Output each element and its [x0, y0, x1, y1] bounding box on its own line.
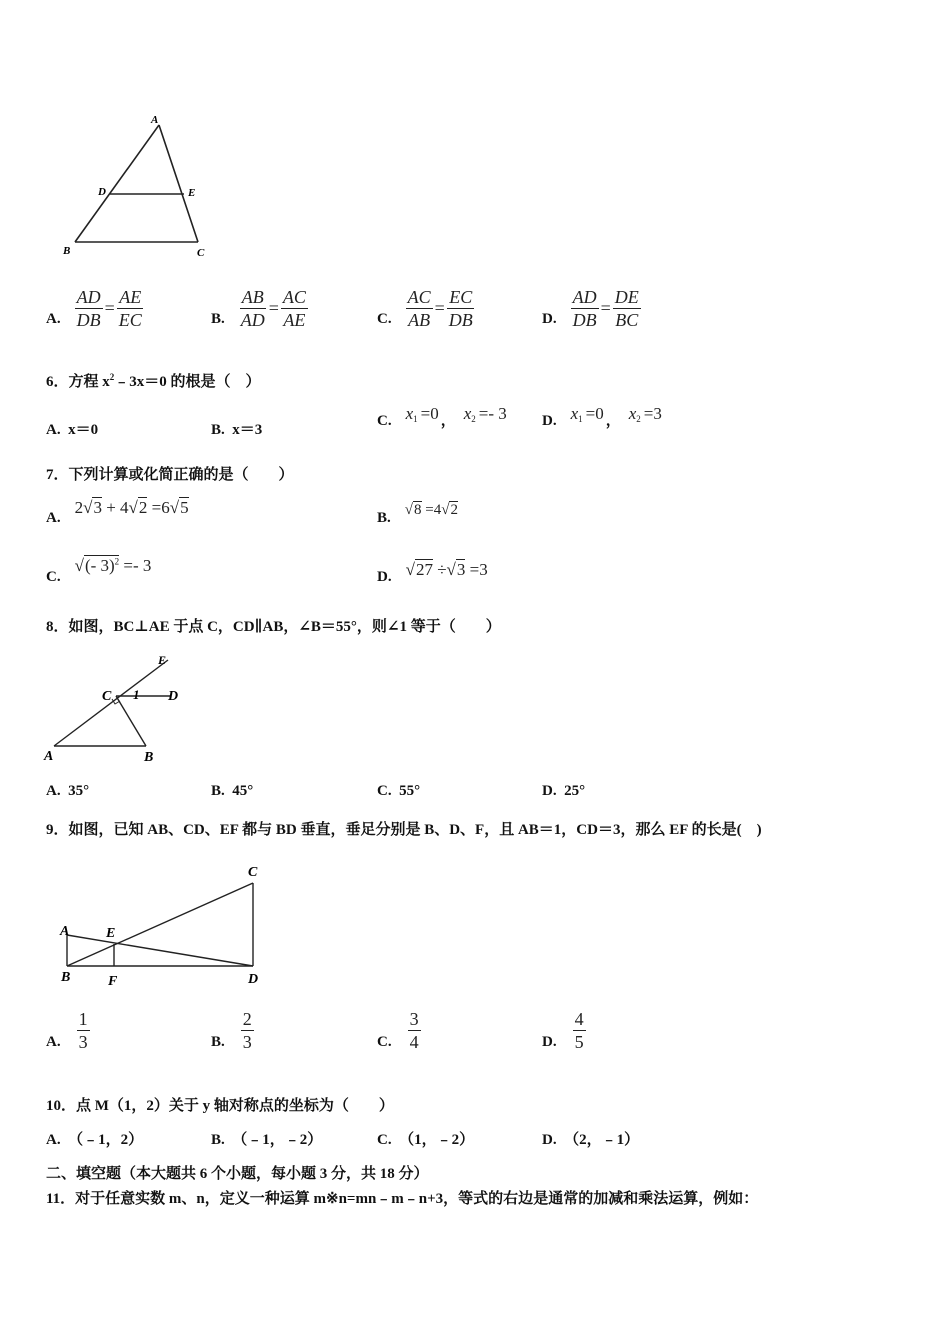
- q7-option-d[interactable]: D. √27 ÷√3 =3: [377, 560, 488, 585]
- q10-option-c[interactable]: C. （1，﹣2）: [377, 1132, 475, 1148]
- q7-option-c[interactable]: C. √(- 3)$^2$ =- 3: [46, 556, 152, 585]
- q7-option-b[interactable]: B. √8 =4√2: [377, 502, 458, 526]
- fraction: $\frac{3}{4}$: [409, 1009, 419, 1052]
- label-angle-1: 1: [133, 687, 140, 702]
- figure-q8: [40, 648, 200, 768]
- q9-option-b[interactable]: B. $\frac{2}{3}$: [211, 1009, 252, 1052]
- segment-ab: [75, 125, 159, 242]
- label-d: D: [248, 972, 259, 987]
- fraction: $\frac{AD}{DB}$: [76, 287, 101, 330]
- option-letter: A.: [46, 311, 61, 327]
- segment-ac: [159, 125, 198, 242]
- label-b: B: [63, 245, 71, 257]
- figure-q9: [50, 855, 280, 995]
- label-e: E: [106, 926, 116, 941]
- label-b: B: [61, 970, 71, 985]
- q8-stem: 8．如图，BC⊥AE 于点 C，CD∥AB，∠B＝55°，则∠1 等于（ ）: [46, 619, 501, 635]
- q9-stem: 9．如图，已知 AB、CD、EF 都与 BD 垂直，垂足分别是 B、D、F，且 AB＝1，CD＝3，那么 EF 的长是( ): [46, 822, 762, 838]
- q11-stem: 11．对于任意实数 m、n，定义一种运算 m※n=mn﹣m﹣n+3，等式的右边是通常的加减和乘法运算，例如：: [46, 1191, 759, 1207]
- q9-option-d[interactable]: D. $\frac{4}{5}$: [542, 1009, 584, 1052]
- q6-option-a[interactable]: A. x＝0: [46, 422, 99, 438]
- q6-stem: 6．方程 $x^2﹣3x=0$ 的根是（ ）: [46, 372, 261, 390]
- label-b: B: [144, 750, 154, 765]
- q6-option-b[interactable]: B. x＝3: [211, 422, 263, 438]
- label-a: A: [151, 114, 159, 126]
- label-c: C: [248, 865, 258, 880]
- section-2-heading: 二、填空题（本大题共 6 个小题，每小题 3 分，共 18 分）: [46, 1166, 429, 1182]
- label-e: E: [188, 187, 196, 199]
- q8-option-b[interactable]: B. 45°: [211, 783, 254, 799]
- q6-option-d[interactable]: D. x $_1$ =0 ， x $_2$ =3: [542, 404, 662, 429]
- q9-option-c[interactable]: C. $\frac{3}{4}$: [377, 1009, 419, 1052]
- option-letter: D.: [542, 311, 557, 327]
- fraction: $\frac{EC}{DB}$: [448, 287, 473, 330]
- figure-triangle-de-parallel-bc: [55, 110, 225, 265]
- q10-stem: 10．点 M（1，2）关于 y 轴对称点的坐标为（ ）: [46, 1098, 394, 1114]
- segment-ad: [67, 935, 253, 966]
- label-f: F: [108, 974, 118, 989]
- option-letter: B.: [211, 311, 225, 327]
- q5-option-c[interactable]: C. $\frac{AC}{AB}$ = $\frac{EC}{DB}$: [377, 287, 473, 330]
- fraction: $\frac{AC}{AE}$: [282, 287, 306, 330]
- q5-option-a[interactable]: A. $\frac{AD}{DB}$ = $\frac{AE}{EC}$: [46, 287, 142, 330]
- fraction: $\frac{DE}{BC}$: [614, 287, 639, 330]
- q10-option-d[interactable]: D. （2，﹣1）: [542, 1132, 640, 1148]
- fraction: $\frac{AE}{EC}$: [118, 287, 142, 330]
- q10-option-b[interactable]: B. （﹣1，﹣2）: [211, 1132, 323, 1148]
- segment-bc: [67, 883, 253, 966]
- q8-option-c[interactable]: C. 55°: [377, 783, 421, 799]
- fraction: $\frac{1}{3}$: [78, 1009, 88, 1052]
- q9-option-a[interactable]: A. $\frac{1}{3}$: [46, 1009, 88, 1052]
- fraction: $\frac{2}{3}$: [242, 1009, 252, 1052]
- q10-option-a[interactable]: A. （﹣1，2）: [46, 1132, 144, 1148]
- label-c: C: [197, 247, 205, 259]
- q8-option-d[interactable]: D. 25°: [542, 783, 586, 799]
- q7-option-a[interactable]: A. 2√3 + 4√2 =6√5: [46, 498, 189, 526]
- label-a: A: [44, 749, 54, 764]
- q7-stem: 7．下列计算或化简正确的是（ ）: [46, 467, 294, 483]
- fraction: $\frac{4}{5}$: [574, 1009, 584, 1052]
- segment-cb: [116, 696, 146, 746]
- q5-option-b[interactable]: B. $\frac{AB}{AD}$ = $\frac{AC}{AE}$: [211, 287, 306, 330]
- label-a: A: [60, 924, 70, 939]
- label-d: D: [98, 186, 106, 198]
- fraction: $\frac{AC}{AB}$: [407, 287, 431, 330]
- label-d: D: [168, 689, 179, 704]
- label-e: E: [158, 653, 167, 667]
- q5-option-d[interactable]: D. $\frac{AD}{DB}$ = $\frac{DE}{BC}$: [542, 287, 639, 330]
- fraction: $\frac{AD}{DB}$: [572, 287, 597, 330]
- q8-option-a[interactable]: A. 35°: [46, 783, 90, 799]
- label-c: C: [102, 689, 112, 704]
- option-letter: C.: [377, 311, 392, 327]
- fraction: $\frac{AB}{AD}$: [240, 287, 265, 330]
- q6-option-c[interactable]: C. x $_1$ =0 ， x $_2$ =- 3: [377, 404, 507, 429]
